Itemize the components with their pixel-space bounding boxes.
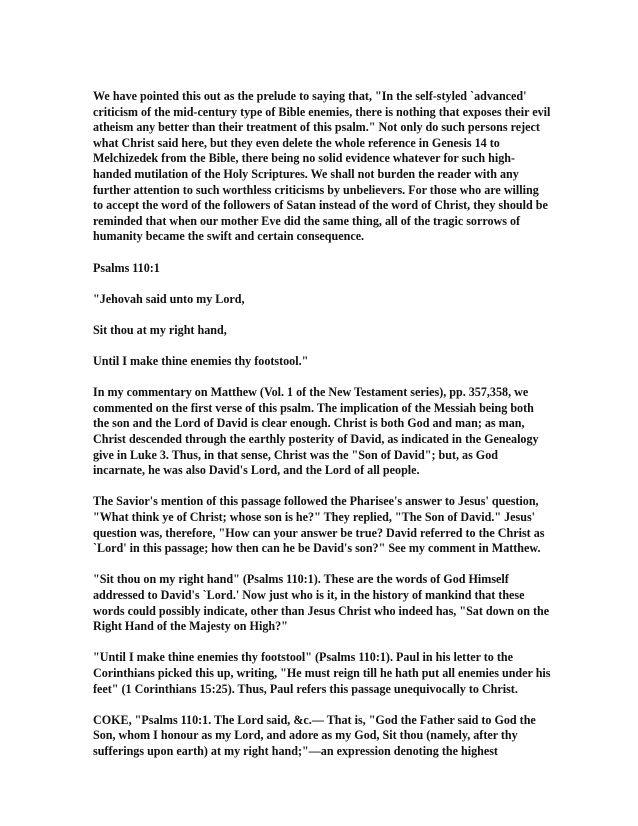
paragraph-coke: COKE, "Psalms 110:1. The Lord said, &c.— That is, "God the Father said to God the Son, whom I honour as my Lord, and adore as my God, Sit thou (namely, after thy sufferings upon earth) at my right hand;"—an expression denoting the highest	[93, 712, 536, 758]
paragraph-saviors-mention: The Savior's mention of this passage followed the Pharisee's answer to Jesus' question, "What think ye of Christ; whose son is he?" They replied, "The Son of David." Jesus' question was, therefore, "How can your answer be true? David referred to the Christ as `Lord' in this passage; how then can he be David's son?" See my comment in Matthew.	[93, 494, 545, 556]
paragraph-until-footstool: "Until I make thine enemies thy footstool" (Psalms 110:1). Paul in his letter to the Corinthians picked this up, writing, "He must reign till he hath put all enemies under his feet" (1 Corinthians 15:25). Thus, Paul refers this passage unequivocally to Christ.	[93, 650, 551, 696]
verse-line-2: Sit thou at my right hand,	[93, 322, 227, 337]
verse-line-1: "Jehovah said unto my Lord,	[93, 291, 245, 306]
paragraph-commentary-matthew: In my commentary on Matthew (Vol. 1 of the New Testament series), pp. 357,358, we commented on the first verse of this psalm. The implication of the Messiah being both the son and the Lord of David is clear enough. Christ is both God and man; as man, Christ descended through the earthly posterity of David, as indicated in the Genealogy give in Luke 3. Thus, in that sense, Christ was the "Son of David"; but, as God incarnate, he was also David's Lord, and the Lord of all people.	[93, 385, 539, 478]
verse-line-3: Until I make thine enemies thy footstool."	[93, 354, 309, 369]
paragraph-sit-thou: "Sit thou on my right hand" (Psalms 110:1). These are the words of God Himself addressed to David's `Lord.' Now just who is it, in the history of mankind that these words could possibly indicate, other than Jesus Christ who indeed has, "Sat down on the Right Hand of the Majesty on High?"	[93, 572, 550, 634]
paragraph-prelude: We have pointed this out as the prelude to saying that, "In the self-styled `advanced' criticism of the mid-century type of Bible enemies, there is nothing that exposes their evil atheism any better than their treatment of this psalm." Not only do such persons reject what Christ said here, but they even delete the whole reference in Genesis 14 to Melchizedek from the Bible, there being no solid evidence whatever for such high-handed mutilation of the Holy Scriptures. We shall not burden the reader with any further attention to such worthless criticisms by unbelievers. For those who are willing to accept the word of the followers of Satan instead of the word of Christ, they should be reminded that when our mother Eve did the same thing, all of the tragic sorrows of humanity became the swift and certain consequence.	[93, 89, 551, 244]
document-page	[93, 89, 551, 775]
verse-reference: Psalms 110:1	[93, 260, 160, 275]
